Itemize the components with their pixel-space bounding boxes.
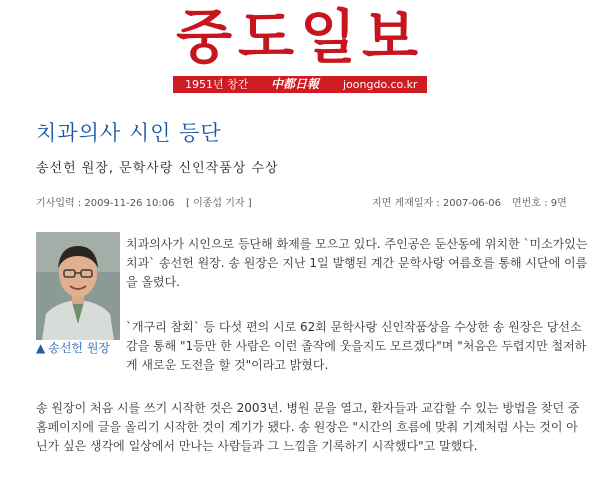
article-paragraph: 송 원장이 처음 시를 쓰기 시작한 것은 2003년. 병원 문을 열고, 환자들과 교감할 수 있는 방법을 찾던 중 홈페이지에 글을 올리기 시작한 것이 계기가 됐다. 송 원장은 "시간의 흐름에 맞춰 기계처럼 사는 것이 아닌가 싶은 생각에 일상에서 만나는 사람들과 그 느낌을 기록하기 시작했다"고 말했다. bbox=[36, 401, 580, 453]
author-photo bbox=[36, 232, 120, 340]
page-number: 면번호 : 9면 bbox=[512, 198, 567, 209]
photo-caption-text: 송선헌 원장 bbox=[48, 341, 111, 355]
reporter-name[interactable]: [ 이종섭 기자 ] bbox=[186, 198, 252, 209]
masthead-info-bar bbox=[173, 76, 427, 93]
published-date: 지면 게재일자 : 2007-06-06 bbox=[372, 198, 501, 209]
triangle-up-icon: ▲ bbox=[36, 341, 46, 355]
article-title: 치과의사 시인 등단 bbox=[36, 121, 222, 145]
photo-caption bbox=[36, 340, 122, 356]
article-subtitle: 송선헌 원장, 문학사랑 신인작품상 수상 bbox=[36, 161, 279, 176]
newspaper-logo[interactable]: 중도일보 bbox=[175, 3, 425, 71]
article-paragraph: 치과의사가 시인으로 등단해 화제를 모으고 있다. 주인공은 둔산동에 위치한 `미소가있는치과` 송선헌 원장. 송 원장은 지난 1일 발행된 계간 문학사랑 여름호를 통해 시단에 이름을 올렸다. bbox=[126, 237, 588, 289]
article-paragraph: `개구리 참회` 등 다섯 편의 시로 62회 문학사랑 신인작품상을 수상한 송 원장은 당선소감을 통해 "1등만 한 사람은 이런 졸작에 웃을지도 모르겠다"며 "처음은 두렵지만 철저하게 새로운 도전을 할 것"이라고 밝혔다. bbox=[126, 320, 587, 372]
masthead bbox=[0, 0, 600, 100]
paper-name-hanja: 中都日報 bbox=[271, 77, 320, 91]
site-url[interactable]: joongdo.co.kr bbox=[343, 78, 418, 91]
portrait-image bbox=[36, 232, 120, 340]
founded-year: 1951년 창간 bbox=[185, 78, 249, 91]
input-datetime: 기사입력 : 2009-11-26 10:06 bbox=[36, 198, 175, 209]
